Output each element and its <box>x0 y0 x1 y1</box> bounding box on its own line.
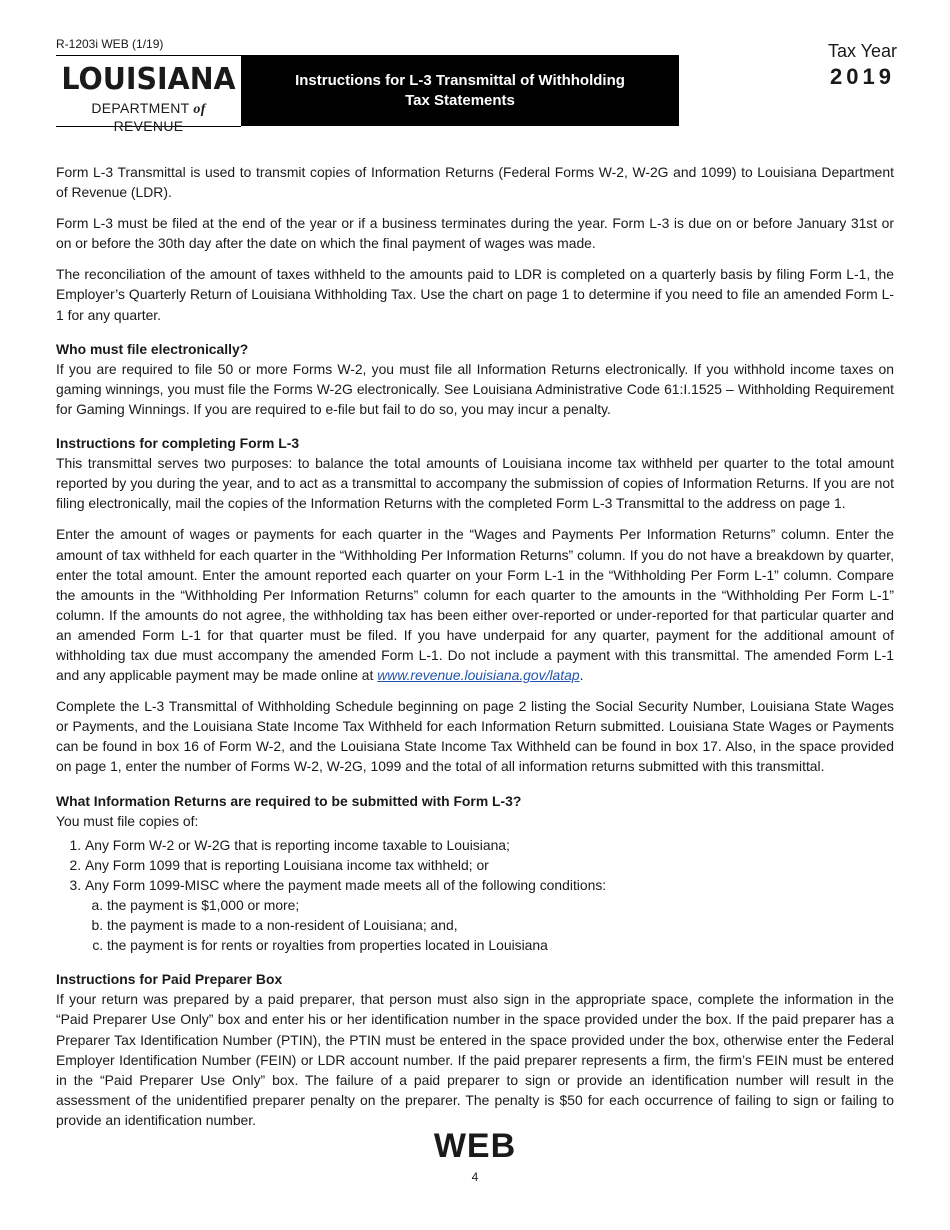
condition-item: a. the payment is $1,000 or more; <box>107 895 894 915</box>
logo-sub-post: REVENUE <box>113 118 184 134</box>
tax-year-value: 2019 <box>829 64 895 89</box>
completing-section <box>56 433 894 777</box>
logo-sub-of: of <box>193 102 206 117</box>
preparer-section <box>56 969 894 1130</box>
tax-year-label: Tax Year <box>827 41 897 61</box>
list-item <box>85 875 894 955</box>
condition-item: c. the payment is for rents or royalties from properties located in Louisiana <box>107 935 894 955</box>
intro-paragraph-2: Form L-3 must be filed at the end of the year or if a business terminates during the year. Form L-3 is due on or before January 31st or on or before the 30th day after the date on which the final payment of wages was made. <box>56 215 894 252</box>
logo-subtitle <box>56 100 241 134</box>
list-item-text: Any Form 1099-MISC where the payment made meets all of the following conditions: <box>85 876 607 893</box>
completing-paragraph-2-end: . <box>579 667 584 684</box>
completing-paragraph-1: This transmittal serves two purposes: to balance the total amounts of Louisiana income tax withheld per quarter to the total amount reported by you during the year, and to act as a transmittal to accompany the submission of copies of Information Returns. If you are not filing electronically, mail the copies of the Information Returns with the completed Form L-3 Transmittal to the address on page 1. <box>56 455 894 512</box>
required-list <box>56 835 894 956</box>
logo-title: LOUISIANA <box>61 62 236 97</box>
list-item: 2. Any Form 1099 that is reporting Louisiana income tax withheld; or <box>85 855 894 875</box>
required-intro: You must file copies of: <box>56 812 199 829</box>
required-section <box>56 791 894 956</box>
footer-web-label: WEB <box>433 1127 517 1165</box>
electronic-section <box>56 339 894 419</box>
completing-paragraph-2-text: Enter the amount of wages or payments for each quarter in the “Wages and Payments Per Information Returns” column. Enter the amount of tax withheld for each quarter in the “Withholding Per Information Returns” column. If you do not have a breakdown by quarter, enter the total amount. Enter the amount reported each quarter on your Form L-1 in the “Withholding Per Form L-1” column. Compare the amounts in the “Withholding Per Information Returns” column for each quarter to the amounts in the “Withholding Per Form L-1” column. If the amounts do not agree, the withholding tax has been either over-reported or under-reported for that particular quarter and an amended Form L-1 for that quarter must be filed. If you have underpaid for any quarter, payment for the additional amount of withholding tax due must accompany the amended Form L-1. Do not include a payment with this transmittal. The amended Form L-1 and any applicable payment may be made online at <box>56 526 894 684</box>
electronic-heading: Who must file electronically? <box>56 340 249 357</box>
latap-link[interactable]: www.revenue.louisiana.gov/latap <box>377 667 580 684</box>
instructions-body <box>56 162 894 1141</box>
ldr-logo <box>56 55 241 134</box>
preparer-heading: Instructions for Paid Preparer Box <box>56 971 283 988</box>
list-item: 1. Any Form W-2 or W-2G that is reporting income taxable to Louisiana; <box>85 835 894 855</box>
intro-paragraph-3: The reconciliation of the amount of taxes withheld to the amounts paid to LDR is completed on a quarterly basis by filing Form L-1, the Employer’s Quarterly Return of Louisiana Withholding Tax. Use the chart on page 1 to determine if you need to file an amended Form L-1 for any quarter. <box>56 266 894 323</box>
required-heading: What Information Returns are required to be submitted with Form L-3? <box>56 792 522 809</box>
document-title <box>280 71 640 111</box>
tax-year-block <box>828 41 897 90</box>
document-title-line1: Instructions for L-3 Transmittal of Withholding <box>295 71 625 89</box>
completing-paragraph-2 <box>56 524 894 685</box>
document-title-bar <box>241 55 679 126</box>
page-number: 4 <box>471 1170 479 1184</box>
completing-heading: Instructions for completing Form L-3 <box>56 435 300 452</box>
electronic-body: If you are required to file 50 or more Forms W-2, you must file all Information Returns electronically. If you withhold income taxes on gaming winnings, you must file the Forms W-2G electronically. See Louisiana Administrative Code 61:I.1525 – Withholding Requirement for Gaming Winnings. If you are required to e-file but fail to do so, you may incur a penalty. <box>56 360 894 417</box>
form-code: R-1203i WEB (1/19) <box>56 37 164 51</box>
condition-list <box>85 895 894 955</box>
completing-paragraph-3: Complete the L-3 Transmittal of Withholding Schedule beginning on page 2 listing the Social Security Number, Louisiana State Wages or Payments, and the Louisiana State Income Tax Withheld for each Information Return submitted. Louisiana State Wages or Payments can be found in box 16 of Form W-2, and the Louisiana State Income Tax Withheld can be found in box 17. Also, in the space provided on page 1, enter the number of Forms W-2, W-2G, 1099 and the total of all information returns submitted with this transmittal. <box>56 698 894 775</box>
document-title-line2: Tax Statements <box>405 91 515 109</box>
logo-sub-pre: DEPARTMENT <box>91 100 190 116</box>
condition-item: b. the payment is made to a non-resident of Louisiana; and, <box>107 915 894 935</box>
preparer-body: If your return was prepared by a paid preparer, that person must also sign in the appropriate space, complete the information in the “Paid Preparer Use Only” box and enter his or her identification number in the space provided under the box. If the paid preparer has a Preparer Tax Identification Number (PTIN), the PTIN must be entered in the space provided under the box, otherwise enter the Federal Employer Identification Number (FEIN) or LDR account number. If the paid preparer represents a firm, the firm’s FEIN must be entered in the “Paid Preparer Use Only” box. The failure of a paid preparer to sign or provide an identification number will result in the assessment of the unidentified preparer penalty on the preparer. The penalty is $50 for each occurrence of failing to sign or failing to provide an identification number. <box>56 991 894 1128</box>
intro-paragraph-1: Form L-3 Transmittal is used to transmit copies of Information Returns (Federal Forms W-2, W-2G and 1099) to Louisiana Department of Revenue (LDR). <box>56 164 894 201</box>
